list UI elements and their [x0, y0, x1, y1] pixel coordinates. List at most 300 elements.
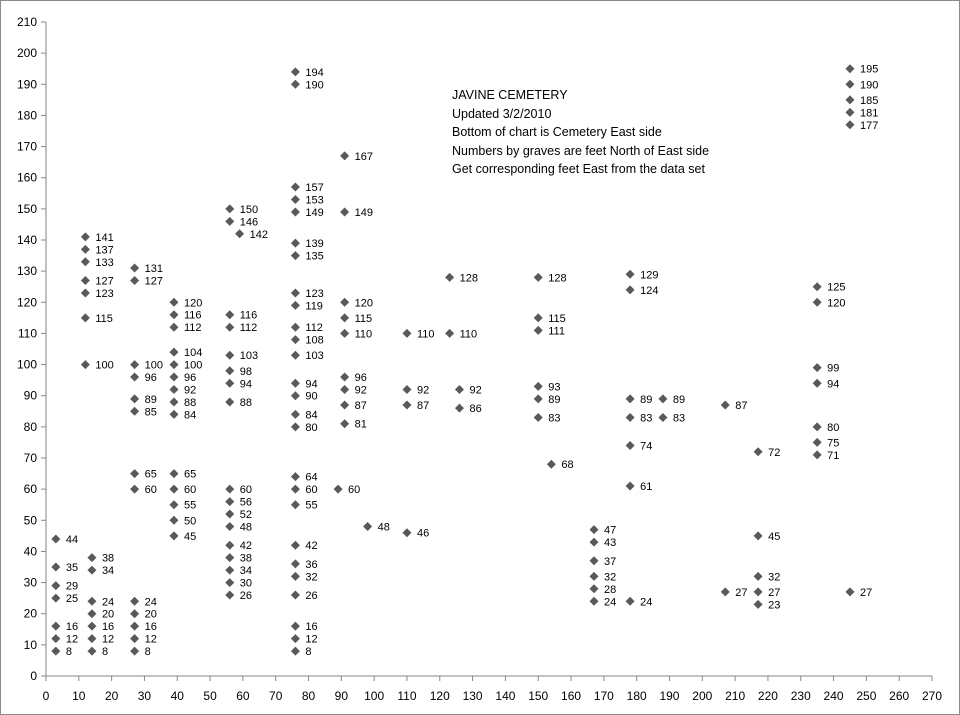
data-point-marker — [51, 634, 60, 643]
data-point-marker — [225, 217, 234, 226]
data-point-marker — [169, 373, 178, 382]
data-point-label: 123 — [95, 287, 114, 300]
data-point-label: 190 — [859, 79, 879, 92]
data-point-label: 85 — [144, 406, 157, 419]
data-point-label: 23 — [768, 599, 781, 612]
data-point-marker — [340, 151, 349, 160]
data-point-marker — [590, 525, 599, 534]
y-tick-label: 190 — [16, 77, 37, 92]
data-point-marker — [291, 572, 300, 581]
y-tick-label: 170 — [16, 139, 37, 154]
data-point-marker — [291, 301, 300, 310]
data-point-label: 86 — [469, 403, 482, 416]
data-point-marker — [754, 447, 763, 456]
data-point-label: 146 — [239, 216, 259, 229]
data-point-marker — [81, 232, 90, 241]
data-point-label: 42 — [305, 540, 318, 553]
data-point-label: 8 — [65, 646, 72, 659]
data-point-label: 12 — [65, 633, 79, 646]
data-point-label: 52 — [239, 509, 253, 522]
data-point-label: 16 — [144, 621, 157, 634]
data-point-label: 60 — [348, 484, 361, 497]
data-point-marker — [291, 80, 300, 89]
x-tick-label: 90 — [334, 689, 349, 703]
data-point-marker — [225, 310, 234, 319]
data-point-label: 157 — [305, 182, 324, 195]
data-point-marker — [813, 379, 822, 388]
data-point-marker — [845, 64, 854, 73]
data-point-marker — [81, 360, 90, 369]
data-point-label: 50 — [183, 515, 197, 528]
data-point-marker — [130, 469, 139, 478]
data-point-marker — [626, 413, 635, 422]
data-point-label: 72 — [768, 446, 781, 459]
data-point-marker — [845, 120, 854, 129]
data-point-marker — [235, 229, 244, 238]
data-point-label: 55 — [183, 499, 197, 512]
data-point-marker — [130, 647, 139, 656]
data-point-marker — [626, 394, 635, 403]
data-point-label: 65 — [144, 468, 157, 481]
data-point-label: 103 — [305, 350, 324, 363]
x-tick-label: 160 — [561, 689, 582, 703]
data-point-label: 84 — [305, 409, 318, 422]
data-point-label: 115 — [548, 312, 566, 325]
data-point-label: 64 — [305, 471, 318, 484]
data-point-marker — [445, 329, 454, 338]
data-point-label: 45 — [183, 530, 197, 543]
data-point-marker — [340, 373, 349, 382]
data-point-marker — [626, 482, 635, 491]
data-point-label: 125 — [827, 281, 846, 294]
data-point-label: 24 — [144, 596, 157, 609]
data-point-label: 35 — [65, 562, 79, 574]
data-point-marker — [169, 348, 178, 357]
data-point-label: 137 — [95, 244, 114, 257]
data-point-label: 38 — [101, 552, 115, 565]
data-point-marker — [813, 282, 822, 291]
x-tick-label: 0 — [42, 689, 50, 703]
y-tick-label: 90 — [23, 388, 37, 403]
data-point-marker — [51, 594, 60, 603]
data-point-marker — [291, 591, 300, 600]
data-point-label: 89 — [548, 393, 561, 406]
data-point-marker — [626, 285, 635, 294]
data-point-marker — [754, 531, 763, 540]
data-point-label: 26 — [305, 590, 318, 603]
data-point-marker — [340, 329, 349, 338]
data-point-label: 94 — [239, 378, 253, 391]
data-point-marker — [130, 276, 139, 285]
x-tick-label: 170 — [593, 689, 614, 703]
data-point-marker — [87, 609, 96, 618]
data-point-marker — [130, 394, 139, 403]
data-point-marker — [813, 298, 822, 307]
data-point-label: 120 — [827, 297, 846, 310]
data-point-label: 87 — [354, 400, 367, 413]
data-point-marker — [340, 419, 349, 428]
data-point-label: 177 — [859, 119, 879, 132]
data-point-label: 88 — [183, 396, 197, 409]
x-tick-label: 150 — [528, 689, 549, 703]
x-tick-label: 80 — [301, 689, 316, 703]
x-tick-label: 130 — [462, 689, 483, 703]
data-point-marker — [291, 472, 300, 481]
data-point-marker — [225, 578, 234, 587]
data-point-marker — [87, 553, 96, 562]
data-point-label: 34 — [101, 565, 115, 578]
x-tick-label: 250 — [856, 689, 877, 703]
data-point-label: 116 — [239, 309, 258, 322]
data-point-marker — [81, 276, 90, 285]
data-point-marker — [547, 460, 556, 469]
annotation-line: Numbers by graves are feet North of East side — [452, 143, 710, 158]
data-point-marker — [754, 572, 763, 581]
data-point-marker — [225, 366, 234, 375]
data-point-marker — [130, 634, 139, 643]
y-tick-label: 80 — [23, 419, 37, 434]
data-point-marker — [169, 360, 178, 369]
data-point-marker — [81, 313, 90, 322]
data-point-label: 108 — [305, 334, 324, 347]
data-point-label: 92 — [416, 384, 430, 397]
data-point-label: 111 — [548, 325, 565, 338]
chart-annotation — [452, 86, 772, 179]
data-point-label: 141 — [95, 231, 114, 244]
data-point-marker — [534, 382, 543, 391]
data-point-marker — [590, 572, 599, 581]
data-point-marker — [169, 298, 178, 307]
data-point-marker — [291, 195, 300, 204]
data-point-marker — [81, 257, 90, 266]
data-point-marker — [813, 438, 822, 447]
data-point-marker — [225, 566, 234, 575]
data-point-label: 96 — [183, 372, 197, 385]
data-point-label: 115 — [95, 312, 113, 325]
data-point-marker — [334, 485, 343, 494]
data-point-label: 37 — [604, 555, 617, 568]
y-tick-label: 180 — [16, 108, 37, 123]
data-point-label: 128 — [548, 272, 567, 285]
data-point-label: 45 — [768, 530, 781, 543]
data-point-label: 80 — [827, 421, 840, 434]
data-point-marker — [845, 80, 854, 89]
data-point-marker — [340, 313, 349, 322]
data-point-label: 32 — [305, 571, 318, 584]
data-point-marker — [845, 95, 854, 104]
y-tick-label: 100 — [16, 357, 37, 372]
data-point-marker — [169, 323, 178, 332]
data-point-label: 27 — [735, 586, 748, 599]
data-point-marker — [658, 413, 667, 422]
data-point-label: 48 — [377, 521, 390, 534]
y-tick-label: 0 — [30, 669, 37, 683]
y-tick-label: 120 — [16, 295, 37, 310]
annotation-line: Get corresponding feet East from the data set — [452, 162, 705, 176]
data-point-marker — [590, 538, 599, 547]
data-point-marker — [87, 622, 96, 631]
x-tick-label: 40 — [170, 689, 184, 703]
x-tick-label: 50 — [203, 689, 217, 703]
y-tick-label: 150 — [16, 201, 37, 216]
data-point-marker — [130, 360, 139, 369]
data-point-label: 142 — [249, 228, 268, 241]
data-point-label: 195 — [859, 63, 879, 76]
x-tick-label: 60 — [236, 689, 250, 703]
data-point-marker — [169, 500, 178, 509]
data-point-label: 112 — [183, 322, 202, 335]
x-tick-label: 30 — [137, 689, 152, 703]
data-point-label: 83 — [672, 412, 686, 425]
data-point-marker — [51, 647, 60, 656]
data-point-label: 29 — [65, 580, 79, 593]
data-point-label: 167 — [354, 150, 373, 163]
data-point-label: 131 — [144, 263, 163, 276]
data-point-marker — [291, 288, 300, 297]
data-point-label: 90 — [305, 390, 318, 403]
data-point-label: 153 — [305, 194, 324, 207]
data-point-marker — [225, 397, 234, 406]
data-point-label: 16 — [65, 621, 79, 634]
data-point-marker — [291, 323, 300, 332]
data-point-label: 89 — [144, 393, 157, 406]
data-point-label: 24 — [101, 596, 115, 609]
data-point-marker — [130, 485, 139, 494]
data-point-label: 48 — [239, 521, 253, 534]
data-point-marker — [658, 394, 667, 403]
data-point-marker — [590, 584, 599, 593]
data-point-marker — [402, 385, 411, 394]
y-tick-label: 50 — [23, 513, 37, 528]
data-point-label: 110 — [354, 328, 373, 341]
data-point-marker — [87, 566, 96, 575]
data-point-label: 99 — [827, 362, 840, 375]
data-point-label: 43 — [604, 537, 617, 550]
data-point-label: 12 — [305, 633, 318, 646]
data-point-marker — [130, 407, 139, 416]
x-tick-label: 180 — [626, 689, 647, 703]
data-point-label: 12 — [144, 633, 157, 646]
data-point-marker — [534, 313, 543, 322]
data-point-label: 36 — [305, 558, 318, 571]
x-tick-label: 10 — [72, 689, 86, 703]
data-point-marker — [225, 379, 234, 388]
data-point-marker — [291, 541, 300, 550]
data-point-label: 83 — [548, 412, 561, 425]
data-point-marker — [340, 401, 349, 410]
data-point-label: 116 — [183, 309, 202, 322]
data-point-label: 96 — [354, 372, 367, 385]
data-point-marker — [291, 351, 300, 360]
data-point-label: 128 — [459, 272, 478, 285]
data-point-marker — [402, 401, 411, 410]
data-point-label: 60 — [305, 484, 318, 497]
data-point-label: 96 — [144, 372, 157, 385]
data-point-marker — [169, 410, 178, 419]
y-tick-label: 130 — [16, 264, 37, 279]
data-point-label: 32 — [768, 571, 781, 584]
x-tick-label: 190 — [659, 689, 680, 703]
x-tick-label: 20 — [104, 689, 119, 703]
data-point-label: 44 — [65, 533, 79, 546]
data-point-label: 87 — [735, 400, 748, 413]
data-point-label: 185 — [859, 94, 879, 107]
data-point-marker — [590, 556, 599, 565]
data-point-marker — [81, 288, 90, 297]
data-point-label: 110 — [459, 328, 478, 341]
data-point-marker — [51, 563, 60, 572]
data-point-marker — [225, 485, 234, 494]
data-point-marker — [534, 273, 543, 282]
y-tick-label: 210 — [16, 15, 37, 29]
data-point-marker — [813, 363, 822, 372]
data-point-marker — [590, 597, 599, 606]
y-tick-label: 20 — [23, 606, 37, 621]
data-point-marker — [721, 401, 730, 410]
data-point-marker — [87, 597, 96, 606]
data-point-label: 92 — [183, 384, 197, 397]
data-point-label: 56 — [239, 496, 253, 509]
data-point-marker — [81, 245, 90, 254]
data-point-marker — [225, 497, 234, 506]
data-point-label: 150 — [239, 203, 259, 216]
data-point-marker — [445, 273, 454, 282]
data-point-label: 30 — [239, 577, 253, 590]
x-tick-label: 230 — [790, 689, 811, 703]
data-point-label: 94 — [305, 378, 318, 391]
x-tick-label: 140 — [495, 689, 516, 703]
data-point-marker — [291, 410, 300, 419]
data-point-marker — [225, 522, 234, 531]
x-tick-label: 110 — [397, 689, 417, 703]
data-point-label: 60 — [239, 484, 253, 497]
data-point-marker — [291, 251, 300, 260]
data-point-label: 24 — [640, 596, 653, 609]
data-point-label: 32 — [604, 571, 617, 584]
data-point-marker — [291, 67, 300, 76]
data-point-label: 8 — [144, 646, 151, 659]
data-point-marker — [626, 270, 635, 279]
data-point-marker — [51, 581, 60, 590]
data-point-label: 12 — [101, 633, 115, 646]
data-point-label: 81 — [354, 418, 367, 431]
data-point-marker — [363, 522, 372, 531]
data-point-marker — [291, 422, 300, 431]
x-tick-label: 260 — [889, 689, 910, 703]
data-point-marker — [51, 534, 60, 543]
y-tick-label: 60 — [23, 482, 37, 497]
data-point-label: 100 — [95, 359, 114, 372]
y-tick-label: 10 — [23, 637, 37, 652]
data-point-label: 92 — [354, 384, 367, 397]
data-point-marker — [225, 541, 234, 550]
x-tick-label: 70 — [269, 689, 283, 703]
data-point-marker — [51, 622, 60, 631]
x-tick-label: 270 — [921, 689, 943, 703]
data-point-label: 190 — [305, 79, 324, 92]
data-point-marker — [291, 391, 300, 400]
data-point-marker — [130, 373, 139, 382]
data-point-marker — [754, 587, 763, 596]
data-point-marker — [291, 207, 300, 216]
data-point-label: 135 — [305, 250, 324, 263]
data-point-label: 98 — [239, 365, 253, 378]
data-point-marker — [130, 264, 139, 273]
data-point-label: 88 — [239, 396, 253, 409]
x-tick-label: 120 — [429, 689, 450, 703]
x-tick-label: 220 — [757, 689, 778, 703]
data-point-label: 149 — [354, 206, 373, 219]
annotation-line: Updated 3/2/2010 — [452, 106, 552, 121]
data-point-marker — [291, 559, 300, 568]
data-point-label: 124 — [640, 284, 659, 297]
data-point-label: 46 — [416, 527, 430, 540]
data-point-label: 8 — [101, 646, 109, 659]
data-point-marker — [169, 531, 178, 540]
data-point-label: 93 — [548, 381, 561, 394]
data-point-marker — [291, 634, 300, 643]
data-point-marker — [754, 600, 763, 609]
data-point-marker — [291, 335, 300, 344]
data-point-label: 68 — [561, 459, 574, 472]
y-tick-label: 70 — [23, 451, 37, 465]
data-point-label: 28 — [604, 583, 617, 596]
data-point-marker — [130, 597, 139, 606]
data-point-label: 104 — [183, 347, 203, 360]
data-point-label: 103 — [239, 350, 259, 363]
x-tick-label: 100 — [364, 689, 385, 703]
data-point-label: 20 — [144, 608, 157, 621]
data-point-marker — [626, 441, 635, 450]
x-tick-label: 200 — [692, 689, 713, 703]
data-point-label: 119 — [305, 300, 323, 313]
y-tick-label: 140 — [16, 233, 37, 247]
data-point-marker — [291, 239, 300, 248]
data-point-label: 89 — [640, 393, 653, 406]
data-point-marker — [845, 108, 854, 117]
data-point-label: 16 — [101, 621, 115, 634]
data-point-marker — [291, 183, 300, 192]
data-point-label: 38 — [239, 552, 253, 565]
y-tick-label: 40 — [23, 544, 37, 559]
data-point-label: 42 — [239, 540, 253, 553]
data-point-label: 27 — [859, 586, 873, 599]
data-point-marker — [534, 394, 543, 403]
data-point-marker — [169, 469, 178, 478]
data-point-marker — [130, 609, 139, 618]
data-point-label: 94 — [827, 378, 840, 391]
y-tick-label: 200 — [16, 46, 37, 61]
data-point-marker — [291, 622, 300, 631]
data-point-label: 127 — [144, 275, 163, 288]
data-point-marker — [813, 422, 822, 431]
data-point-marker — [291, 500, 300, 509]
data-point-label: 87 — [416, 400, 430, 413]
data-point-label: 110 — [416, 328, 435, 341]
data-point-label: 149 — [305, 206, 324, 219]
data-point-label: 89 — [672, 393, 686, 406]
data-point-label: 120 — [183, 297, 203, 310]
data-point-label: 25 — [65, 593, 79, 606]
data-point-marker — [225, 510, 234, 519]
data-point-label: 55 — [305, 499, 318, 512]
data-point-marker — [169, 385, 178, 394]
data-point-marker — [291, 485, 300, 494]
data-point-label: 139 — [305, 238, 324, 251]
data-point-marker — [455, 385, 464, 394]
data-point-marker — [534, 413, 543, 422]
data-point-marker — [455, 404, 464, 413]
